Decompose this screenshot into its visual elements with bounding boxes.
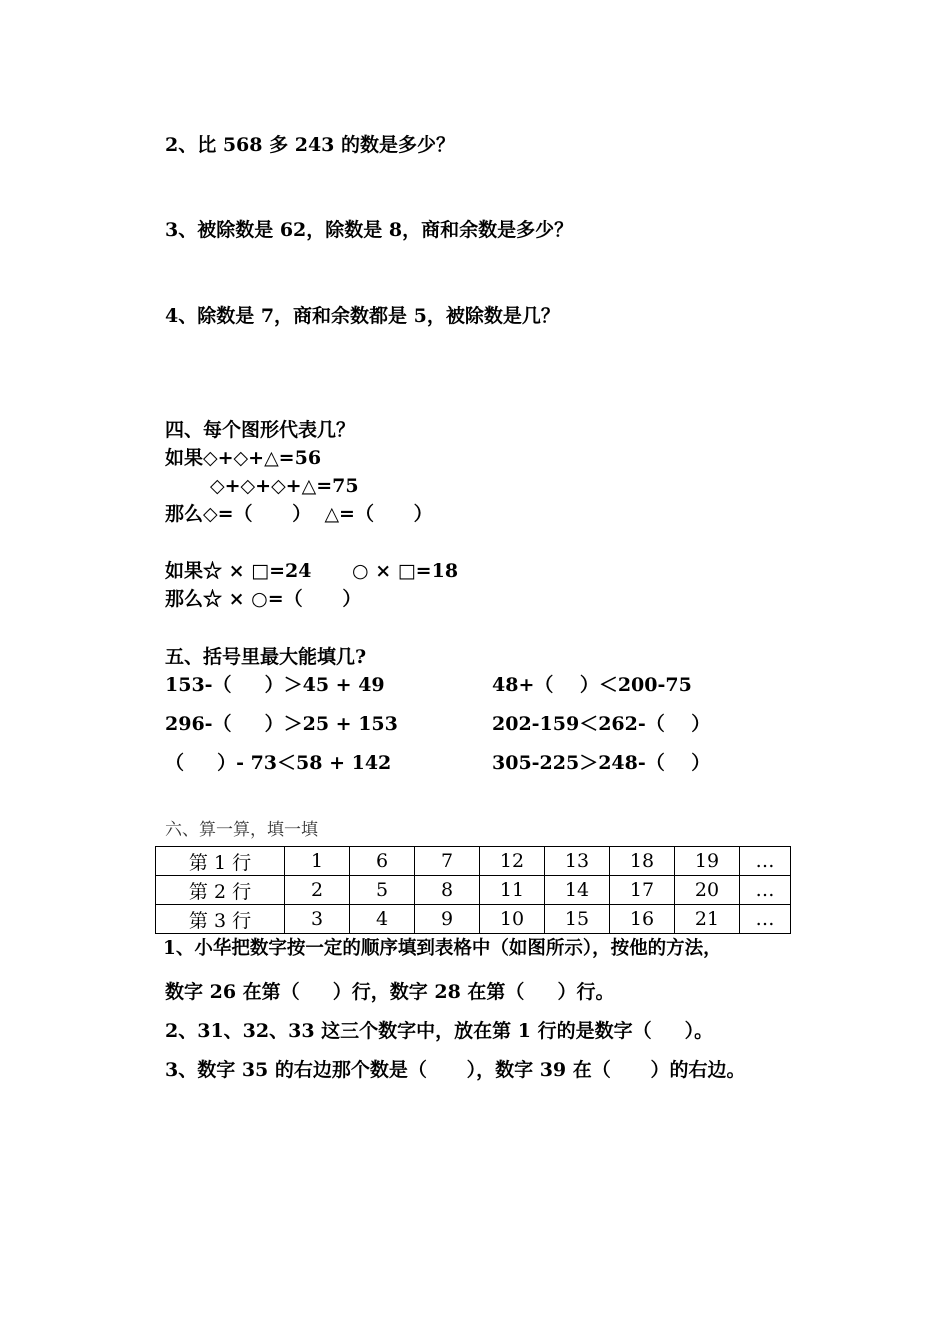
row-label: 第 2 行 (156, 876, 285, 905)
table-cell: 17 (610, 876, 675, 905)
shape-equation-4: ○ × □=18 (352, 560, 459, 582)
table-cell: … (740, 905, 791, 934)
table-cell: 6 (350, 847, 415, 876)
table-cell: 11 (480, 876, 545, 905)
table-cell: … (740, 847, 791, 876)
number-table (155, 846, 791, 934)
question-6-3: 3、数字 35 的右边那个数是（ ），数字 39 在（ ）的右边。 (165, 1059, 746, 1081)
inequality-right: 202-159＜262-（ ） (492, 713, 711, 735)
table-cell: 4 (350, 905, 415, 934)
table-cell: 14 (545, 876, 610, 905)
section-6-title: 六、算一算，填一填 (165, 820, 318, 840)
table-cell: 13 (545, 847, 610, 876)
table-cell: 3 (285, 905, 350, 934)
question-6-1b: 数字 26 在第（ ）行，数字 28 在第（ ）行。 (165, 981, 615, 1003)
table-cell: 20 (675, 876, 740, 905)
section-4-title: 四、每个图形代表几？ (165, 419, 356, 441)
shape-equation-2: ◇+◇+◇+△=75 (210, 475, 359, 497)
question-6-1a: 1、小华把数字按一定的顺序填到表格中（如图所示），按他的方法， (163, 938, 722, 959)
table-row (156, 876, 791, 905)
question-3-4: 4、除数是 7，商和余数都是 5，被除数是几？ (165, 305, 560, 327)
table-cell: 12 (480, 847, 545, 876)
table-cell: 15 (545, 905, 610, 934)
table-cell: 2 (285, 876, 350, 905)
inequality-right: 305-225＞248-（ ） (492, 752, 711, 774)
shape-answer-2: 那么☆ × ○=（ ） (165, 588, 362, 610)
table-cell: … (740, 876, 791, 905)
question-3-3: 3、被除数是 62，除数是 8，商和余数是多少？ (165, 219, 574, 241)
table-cell: 19 (675, 847, 740, 876)
inequality-left: 296-（ ）＞25 + 153 (165, 713, 398, 735)
table-row (156, 847, 791, 876)
table-cell: 16 (610, 905, 675, 934)
question-3-2: 2、比 568 多 243 的数是多少？ (165, 134, 456, 156)
shape-equation-1: 如果◇+◇+△=56 (165, 447, 322, 469)
table-cell: 8 (415, 876, 480, 905)
table-cell: 7 (415, 847, 480, 876)
table-cell: 18 (610, 847, 675, 876)
shape-answer-1: 那么◇=（ ） △=（ ） (165, 503, 433, 525)
table-cell: 5 (350, 876, 415, 905)
table-cell: 1 (285, 847, 350, 876)
inequality-left: （ ）- 73＜58 + 142 (165, 752, 392, 774)
table-row (156, 905, 791, 934)
section-5-title: 五、括号里最大能填几? (165, 646, 367, 668)
row-label: 第 3 行 (156, 905, 285, 934)
table-cell: 21 (675, 905, 740, 934)
table-cell: 10 (480, 905, 545, 934)
inequality-left: 153-（ ）＞45 + 49 (165, 674, 385, 696)
shape-equation-3: 如果☆ × □=24 (165, 560, 312, 582)
table-cell: 9 (415, 905, 480, 934)
row-label: 第 1 行 (156, 847, 285, 876)
inequality-right: 48+（ ）＜200-75 (492, 674, 692, 696)
question-6-2: 2、31、32、33 这三个数字中，放在第 1 行的是数字（ ）。 (165, 1020, 714, 1042)
